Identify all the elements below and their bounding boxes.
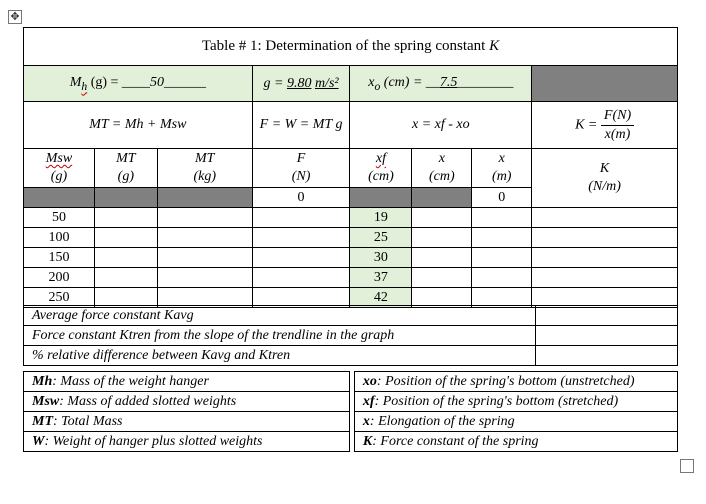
table-resize-handle-icon[interactable] xyxy=(680,459,694,473)
result-average-k-label: Average force constant Kavg xyxy=(24,306,536,326)
mt-g-cell[interactable] xyxy=(94,268,157,288)
force-cell[interactable] xyxy=(252,248,350,268)
known-grey-cell xyxy=(532,66,678,102)
force-formula: F = W = MT g xyxy=(252,102,350,149)
spring-constant-formula xyxy=(532,102,678,149)
mt-kg-cell[interactable] xyxy=(157,248,252,268)
x-m-cell[interactable] xyxy=(472,208,532,228)
gravity-unit: m/s² xyxy=(314,75,339,91)
mt-g-cell[interactable] xyxy=(94,248,157,268)
header-mt-kg: MT (kg) xyxy=(157,149,252,188)
initial-position-cell[interactable] xyxy=(350,66,532,102)
initial-position-value: 7.5 xyxy=(439,74,458,90)
force-cell[interactable] xyxy=(252,208,350,228)
x-m-cell[interactable] xyxy=(472,268,532,288)
msw-value[interactable]: 150 xyxy=(24,248,95,268)
mt-kg-cell[interactable] xyxy=(157,228,252,248)
hanger-mass-blank: ______ xyxy=(163,74,206,90)
k-lhs: K = xyxy=(575,117,598,133)
result-trend-k-value[interactable] xyxy=(536,326,678,346)
hanger-mass-label: $M_h$ xyxy=(69,74,88,93)
k-cell[interactable] xyxy=(532,208,678,228)
mt-g-cell[interactable] xyxy=(94,228,157,248)
k-fraction xyxy=(601,107,634,144)
msw-value[interactable]: 250 xyxy=(24,288,95,308)
k-denominator: x(m) xyxy=(604,126,631,142)
results-table xyxy=(23,305,678,366)
initial-position-blank: ________ xyxy=(457,74,514,90)
xf-value[interactable]: 19 xyxy=(350,208,412,228)
xf-value[interactable]: 37 xyxy=(350,268,412,288)
total-mass-formula: MT = Mh + Msw xyxy=(24,102,253,149)
mt-kg-cell[interactable] xyxy=(157,208,252,228)
result-percent-diff-label: % relative difference between Kavg and Ktren xyxy=(24,346,536,366)
x-cm-cell[interactable] xyxy=(412,208,472,228)
xf-value[interactable]: 30 xyxy=(350,248,412,268)
msw-value[interactable]: 50 xyxy=(24,208,95,228)
header-x-cm: x (cm) xyxy=(412,149,472,188)
legend-item: K: Force constant of the spring xyxy=(354,432,677,452)
legend-item: Msw: Mass of added slotted weights xyxy=(24,392,350,412)
zero-force[interactable]: 0 xyxy=(252,188,350,208)
hanger-mass-cell[interactable] xyxy=(24,66,253,102)
elongation-formula: x = xf - xo xyxy=(350,102,532,149)
legend-table xyxy=(23,371,678,452)
header-x-m: x (m) xyxy=(472,149,532,188)
legend-item: xo: Position of the spring's bottom (unstretched) xyxy=(354,372,677,392)
x-m-cell[interactable] xyxy=(472,228,532,248)
mt-kg-cell[interactable] xyxy=(157,268,252,288)
header-msw: Msw (g) xyxy=(24,149,95,188)
msw-value[interactable]: 200 xyxy=(24,268,95,288)
header-force: F (N) xyxy=(252,149,350,188)
force-cell[interactable] xyxy=(252,268,350,288)
x-m-cell[interactable] xyxy=(472,248,532,268)
xf-value[interactable]: 25 xyxy=(350,228,412,248)
hanger-mass-value: 50 xyxy=(149,74,164,90)
table-title-symbol: K xyxy=(489,38,500,54)
table-move-handle-icon[interactable]: ✥ xyxy=(8,10,22,24)
result-average-k-value[interactable] xyxy=(536,306,678,326)
legend-item: x: Elongation of the spring xyxy=(354,412,677,432)
gravity-cell[interactable] xyxy=(252,66,350,102)
table-row xyxy=(24,188,95,208)
table-title xyxy=(24,28,678,66)
x-cm-cell[interactable] xyxy=(412,248,472,268)
gravity-label: g = xyxy=(263,75,287,91)
spring-constant-table xyxy=(23,27,678,308)
hanger-mass-unit: (g) = ____ xyxy=(87,74,150,90)
x-cm-cell[interactable] xyxy=(412,268,472,288)
k-cell[interactable] xyxy=(532,268,678,288)
force-cell[interactable] xyxy=(252,228,350,248)
result-trend-k-label: Force constant Ktren from the slope of the trendline in the graph xyxy=(24,326,536,346)
result-percent-diff-value[interactable] xyxy=(536,346,678,366)
legend-item: xf: Position of the spring's bottom (stretched) xyxy=(354,392,677,412)
mt-g-cell[interactable] xyxy=(94,208,157,228)
header-mt-g: MT (g) xyxy=(94,149,157,188)
legend-item: MT: Total Mass xyxy=(24,412,350,432)
initial-position-label: $x_o$ xyxy=(368,74,381,93)
zero-x-m[interactable]: 0 xyxy=(472,188,532,208)
header-xf: xf (cm) xyxy=(350,149,412,188)
gravity-value: 9.80 xyxy=(286,75,312,91)
header-k: K (N/m) xyxy=(532,149,678,208)
xf-value[interactable]: 42 xyxy=(350,288,412,308)
legend-item: Mh: Mass of the weight hanger xyxy=(24,372,350,392)
legend-item: W: Weight of hanger plus slotted weights xyxy=(24,432,350,452)
msw-value[interactable]: 100 xyxy=(24,228,95,248)
table-title-text: Table # 1: Determination of the spring constant xyxy=(201,38,486,54)
x-cm-cell[interactable] xyxy=(412,228,472,248)
k-cell[interactable] xyxy=(532,248,678,268)
k-cell[interactable] xyxy=(532,228,678,248)
k-numerator: F(N) xyxy=(601,107,634,126)
initial-position-unit: (cm) = __ xyxy=(380,74,440,90)
